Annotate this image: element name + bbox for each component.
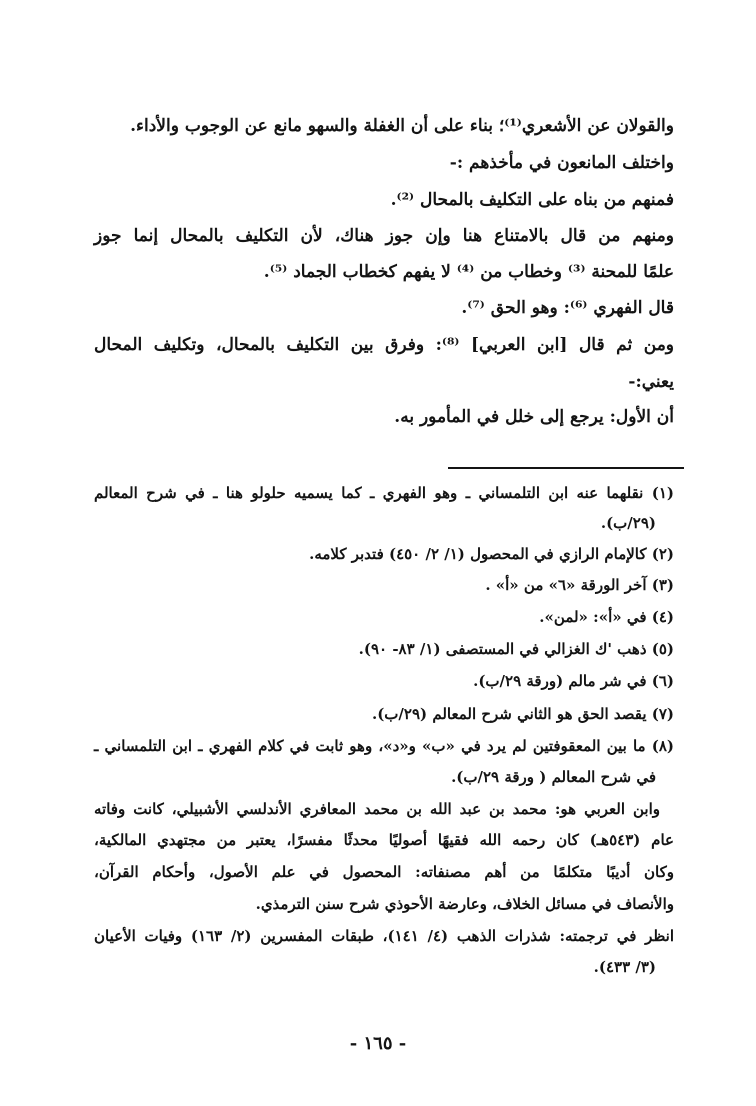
footnote-8-refs-cont: (٣/ ٤٣٣). bbox=[593, 958, 656, 976]
footnote-1-cont: (٢٩/ب). bbox=[600, 514, 656, 532]
body-line-8: يعني:- bbox=[628, 372, 674, 392]
body-line-1: والقولان عن الأشعري⁽¹⁾؛ بناء على أن الغفلة والسهو مانع عن الوجوب والأداء. bbox=[130, 116, 674, 136]
footnote-8-bio-4: والأنصاف في مسائل الخلاف، وعارضة الأحوذي شرح سنن الترمذي. bbox=[255, 895, 674, 913]
footnote-8-bio-2: عام (٥٤٣هـ) كان رحمه الله فقيهًا أصوليًا محدثًا مفسرًا، يعتبر من مجتهدي المالكية، bbox=[94, 831, 674, 849]
footnote-7: (٧) يقصد الحق هو الثاني شرح المعالم (٢٩/ب). bbox=[371, 705, 674, 723]
footnote-5: (٥) ذهب 'ك الغزالي في المستصفى (١/ ٨٣- ٩٠). bbox=[358, 640, 674, 658]
page-number: - ١٦٥ - bbox=[349, 1033, 407, 1054]
footnote-8-cont: في شرح المعالم ( ورقة ٢٩/ب). bbox=[451, 768, 656, 786]
body-line-6: قال الفهري ⁽⁶⁾: وهو الحق ⁽⁷⁾. bbox=[461, 298, 674, 318]
footnote-4: (٤) في «أ»: «لمن». bbox=[539, 608, 674, 626]
body-line-2: واختلف المانعون في مأخذهم :- bbox=[449, 153, 674, 173]
body-line-9: أن الأول: يرجع إلى خلل في المأمور به. bbox=[394, 407, 674, 427]
footnote-3: (٣) آخر الورقة «٦» من «أ» . bbox=[485, 576, 674, 594]
body-line-7: ومن ثم قال [ابن العربي] ⁽⁸⁾: وفرق بين التكليف بالمحال، وتكليف المحال bbox=[94, 335, 675, 355]
footnote-8-bio-3: وكان أديبًا متكلمًا من أهم مصنفاته: المحصول في علم الأصول، وأحكام القرآن، bbox=[94, 863, 674, 881]
footnote-8-bio-1: وابن العربي هو: محمد بن عبد الله بن محمد المعافري الأندلسي الأشبيلي، كانت وفاته bbox=[94, 800, 660, 818]
footnote-separator bbox=[448, 467, 684, 469]
body-line-3: فمنهم من بناه على التكليف بالمحال ⁽²⁾. bbox=[390, 190, 674, 210]
footnote-2: (٢) كالإمام الرازي في المحصول (١/ ٢/ ٤٥٠) فتدبر كلامه. bbox=[309, 545, 674, 563]
footnote-6: (٦) في شر مالم (ورقة ٢٩/ب). bbox=[473, 672, 674, 690]
footnote-8: (٨) ما بين المعقوفتين لم يرد في «ب» و«د»، وهو ثابت في كلام الفهري ـ ابن التلمساني ـ bbox=[94, 737, 675, 755]
footnote-1: (١) نقلهما عنه ابن التلمساني ـ وهو الفهري ـ كما يسميه حلولو هنا ـ في شرح المعالم bbox=[94, 484, 674, 502]
body-line-4: ومنهم من قال بالامتناع هنا وإن جوز هناك، لأن التكليف بالمحال إنما جوز bbox=[94, 226, 674, 246]
footnote-8-refs: انظر في ترجمته: شذرات الذهب (٤/ ١٤١)، طبقات المفسرين (٢/ ١٦٣) وفيات الأعيان bbox=[94, 927, 675, 945]
body-line-5: علمًا للمحنة ⁽³⁾ وخطاب من ⁽⁴⁾ لا يفهم كخطاب الجماد ⁽⁵⁾. bbox=[263, 262, 674, 282]
